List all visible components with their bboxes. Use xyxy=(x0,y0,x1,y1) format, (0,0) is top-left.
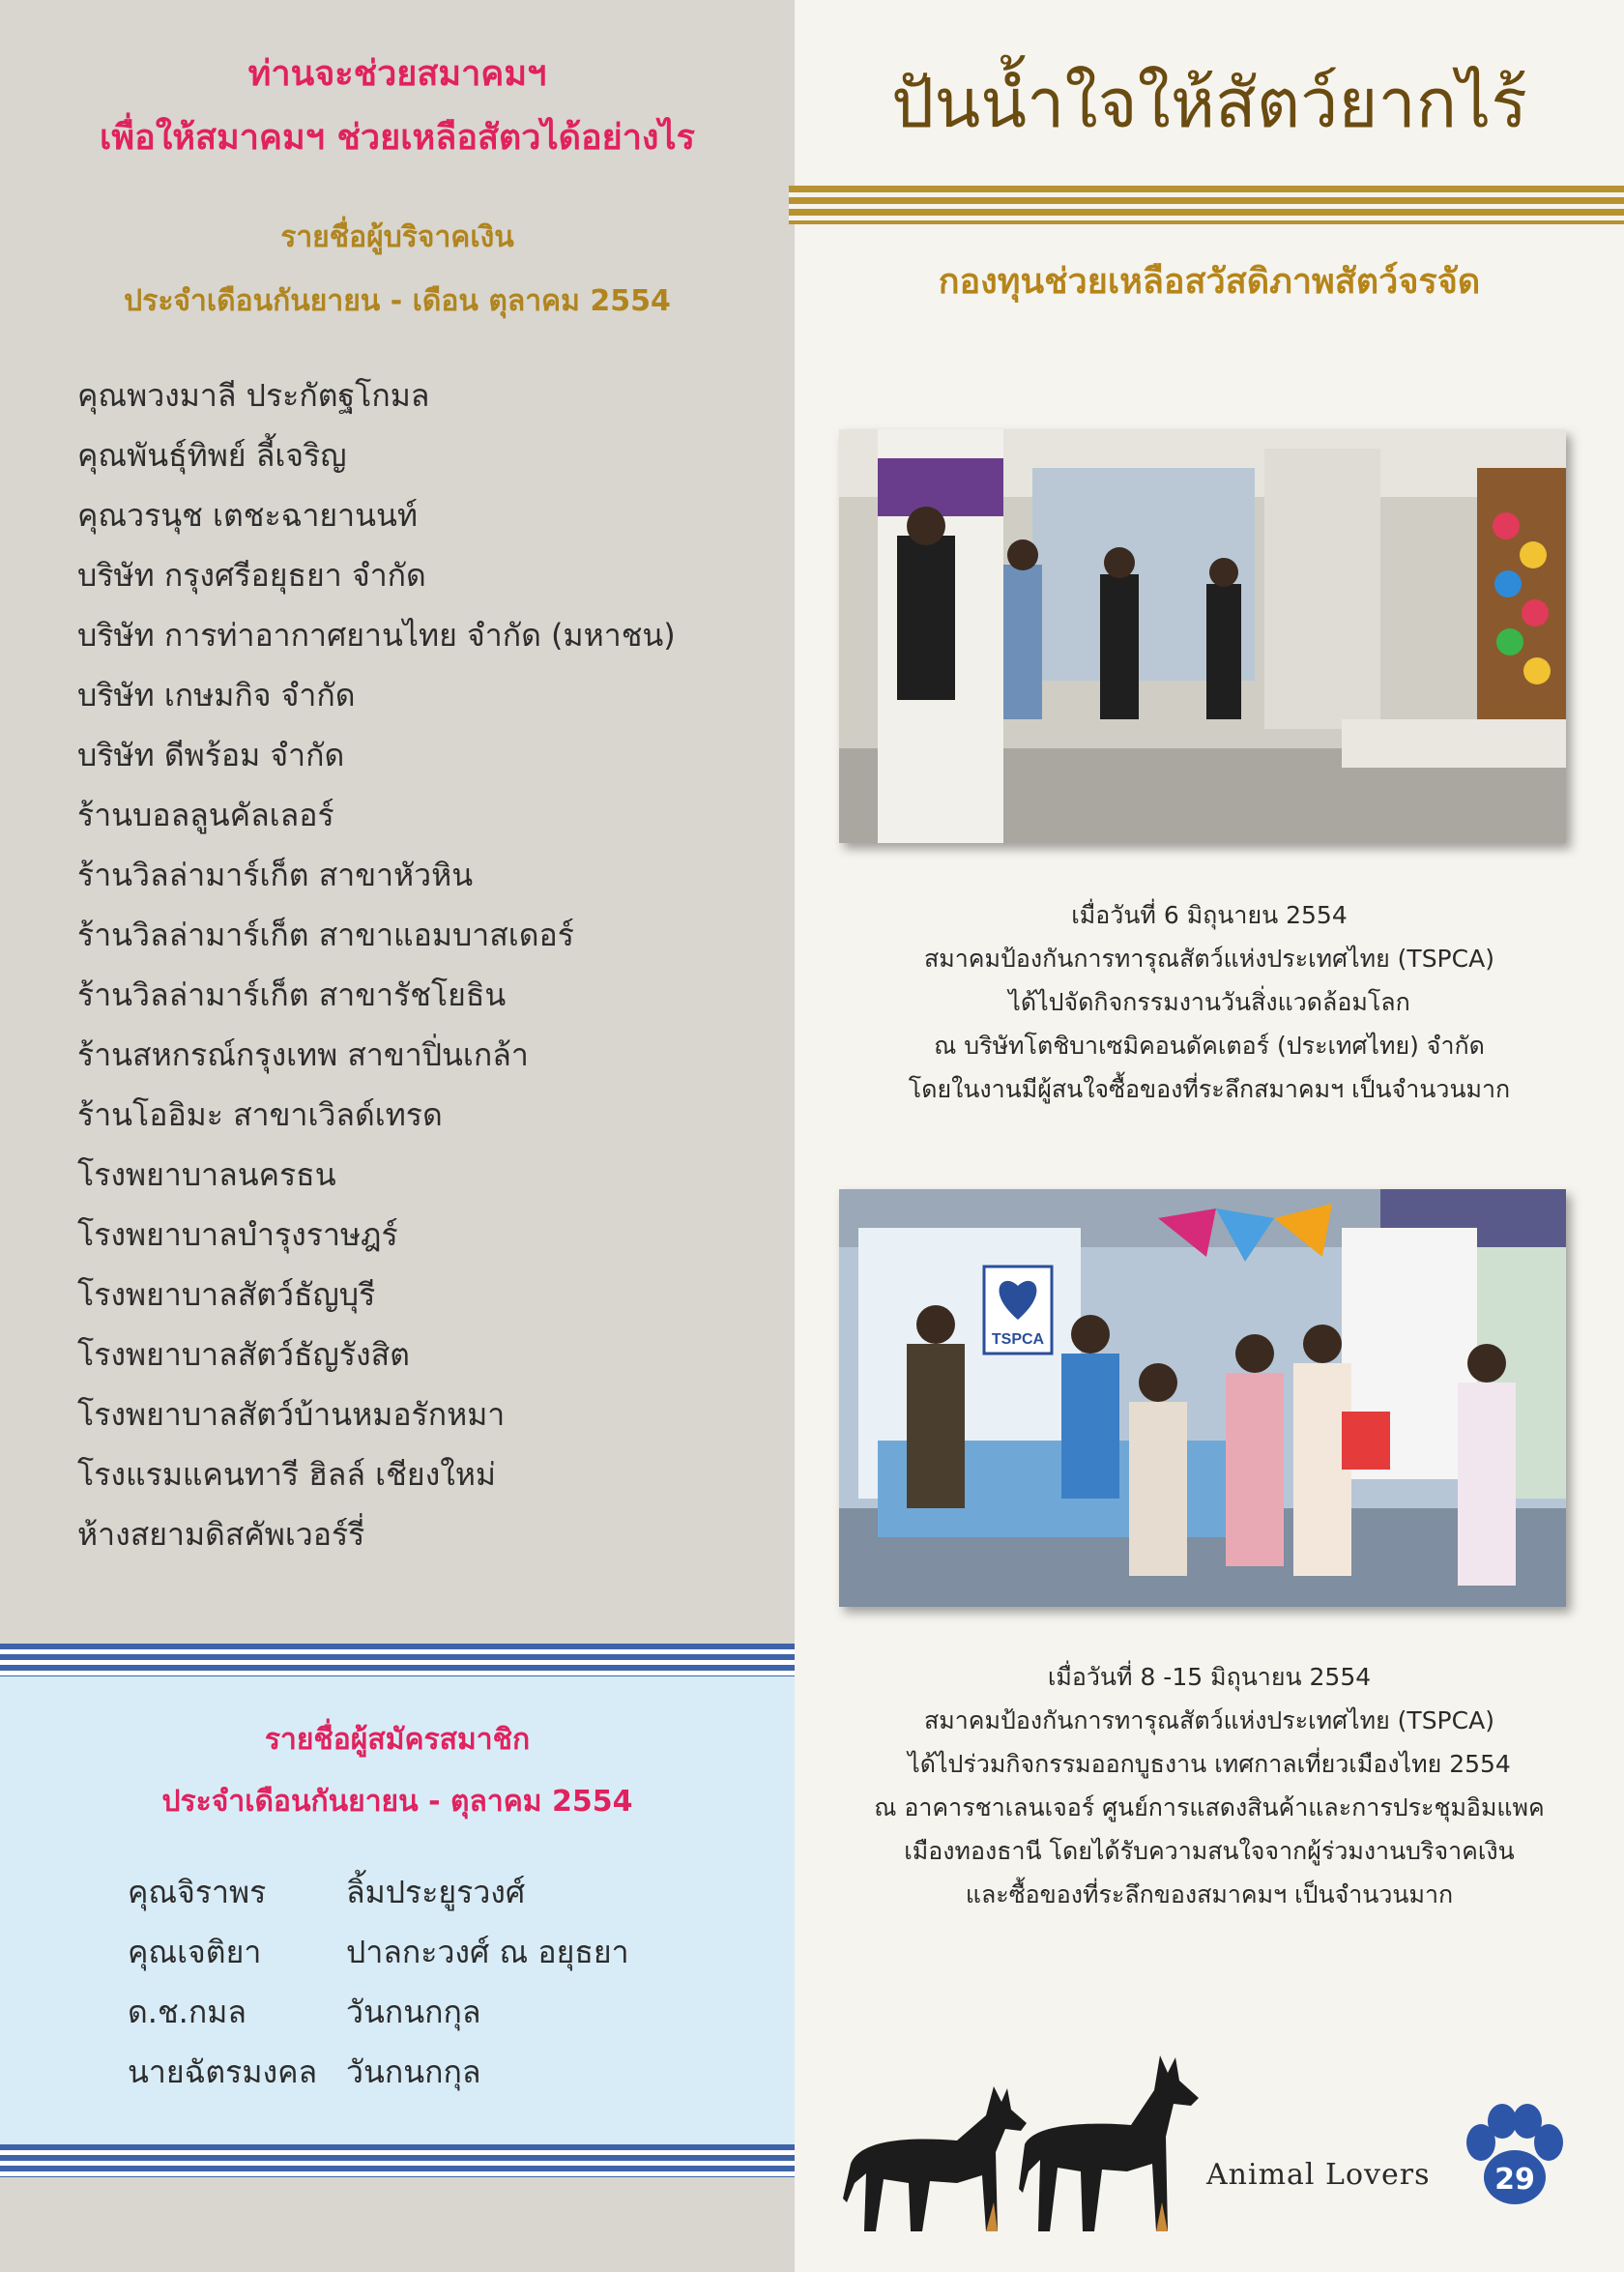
table-row xyxy=(128,1986,629,2046)
list-item: บริษัท เกษมกิจ จำกัด xyxy=(77,677,356,714)
caption-photo2 xyxy=(795,1655,1624,1916)
member-first-name: ด.ช.กมล xyxy=(128,1994,246,2030)
caption-line: ได้ไปจัดกิจกรรมงานวันสิ่งแวดล้อมโลก xyxy=(1008,988,1410,1016)
list-item: ร้านวิลล่ามาร์เก็ต สาขาแอมบาสเดอร์ xyxy=(77,917,574,953)
left-title-line1: ท่านจะช่วยสมาคมฯ xyxy=(247,54,547,94)
caption-line: ณ อาคารชาเลนเจอร์ ศูนย์การแสดงสินค้าและการประชุมอิมแพค xyxy=(874,1793,1545,1821)
caption-line: เมื่อวันที่ 6 มิถุนายน 2554 xyxy=(1071,901,1348,929)
caption-photo1 xyxy=(795,893,1624,1111)
caption-line: ณ บริษัทโตชิบาเซมิคอนดัคเตอร์ (ประเทศไทย) จำกัด xyxy=(934,1032,1485,1060)
list-item: โรงพยาบาลนครธน xyxy=(77,1156,336,1193)
list-item: บริษัท การท่าอากาศยานไทย จำกัด (มหาชน) xyxy=(77,617,676,654)
list-item: ร้านวิลล่ามาร์เก็ต สาขารัชโยธิน xyxy=(77,976,507,1013)
brand-name: Animal Lovers xyxy=(1206,2158,1431,2192)
caption-line: และซื้อของที่ระลึกของสมาคมฯ เป็นจำนวนมาก xyxy=(965,1880,1454,1908)
member-last-name: วันกนกกุล xyxy=(346,1994,481,2030)
list-item: ร้านวิลล่ามาร์เก็ต สาขาหัวหิน xyxy=(77,857,474,893)
list-item: คุณพันธุ์ทิพย์ ลี้เจริญ xyxy=(77,437,347,474)
list-item: โรงพยาบาลสัตว์ธัญบุรี xyxy=(77,1276,376,1313)
table-row xyxy=(128,1926,629,1986)
member-last-name: ลิ้มประยูรวงศ์ xyxy=(346,1874,526,1910)
list-item: โรงพยาบาลสัตว์ธัญรังสิต xyxy=(77,1336,410,1373)
list-item: บริษัท ดีพร้อม จำกัด xyxy=(77,737,345,773)
donor-list xyxy=(77,369,773,1568)
member-first-name: นายฉัตรมงคล xyxy=(128,2054,318,2090)
list-item: ร้านบอลลูนคัลเลอร์ xyxy=(77,797,334,833)
right-column xyxy=(795,0,1624,2272)
caption-line: สมาคมป้องกันการทารุณสัตว์แห่งประเทศไทย (TSPCA) xyxy=(924,945,1494,973)
list-item: ร้านสหกรณ์กรุงเทพ สาขาปิ่นเกล้า xyxy=(77,1036,529,1073)
donor-period: ประจำเดือนกันยายน - เดือน ตุลาคม 2554 xyxy=(124,284,671,318)
member-period: ประจำเดือนกันยายน - ตุลาคม 2554 xyxy=(161,1785,633,1819)
page-title: ปันน้ำใจให้สัตว์ยากไร้ xyxy=(891,64,1527,143)
donor-heading: รายชื่อผู้บริจาคเงิน xyxy=(280,220,514,254)
list-item: โรงแรมแคนทารี ฮิลล์ เชียงใหม่ xyxy=(77,1456,496,1493)
list-item: โรงพยาบาลสัตว์บ้านหมอรักหมา xyxy=(77,1396,506,1433)
member-table xyxy=(128,1866,629,2106)
paw-icon xyxy=(1460,2104,1566,2210)
member-first-name: คุณจิราพร xyxy=(128,1874,267,1910)
caption-line: โดยในงานมีผู้สนใจซื้อของที่ระลึกสมาคมฯ เป็นจำนวนมาก xyxy=(908,1075,1511,1103)
page-subtitle: กองทุนช่วยเหลือสวัสดิภาพสัตว์จรจัด xyxy=(938,262,1481,302)
caption-line: สมาคมป้องกันการทารุณสัตว์แห่งประเทศไทย (TSPCA) xyxy=(924,1706,1494,1734)
member-last-name: ปาลกะวงศ์ ณ อยุธยา xyxy=(346,1934,629,1970)
list-item: ร้านโออิมะ สาขาเวิลด์เทรด xyxy=(77,1096,443,1133)
caption-line: เมื่อวันที่ 8 -15 มิถุนายน 2554 xyxy=(1047,1663,1372,1691)
table-row xyxy=(128,1866,629,1926)
list-item: บริษัท กรุงศรีอยุธยา จำกัด xyxy=(77,557,426,594)
doberman-silhouette-icon xyxy=(841,2048,1218,2237)
gold-stripe-divider xyxy=(789,186,1624,224)
event-photo-tspca-booth xyxy=(839,1189,1566,1607)
left-title-line2: เพื่อให้สมาคมฯ ช่วยเหลือสัตวได้อย่างไร xyxy=(100,118,695,158)
member-last-name: วันกนกกุล xyxy=(346,2054,481,2090)
tspca-sign-text: TSPCA xyxy=(991,1331,1045,1348)
list-item: ห้างสยามดิสคัพเวอร์รี่ xyxy=(77,1516,365,1553)
blue-stripe-divider-top xyxy=(0,1644,795,1676)
table-row xyxy=(128,2046,629,2106)
list-item: โรงพยาบาลบำรุงราษฎร์ xyxy=(77,1216,398,1253)
member-heading: รายชื่อผู้สมัครสมาชิก xyxy=(264,1723,531,1757)
blue-stripe-divider-bottom xyxy=(0,2144,795,2177)
caption-line: เมืองทองธานี โดยได้รับความสนใจจากผู้ร่วมงานบริจาคเงิน xyxy=(904,1837,1515,1865)
list-item: คุณพวงมาลี ประกัตฐโกมล xyxy=(77,377,430,414)
list-item: คุณวรนุช เตชะฉายานนท์ xyxy=(77,497,418,534)
event-photo-world-environment-day xyxy=(839,429,1566,843)
caption-line: ได้ไปร่วมกิจกรรมออกบูธงาน เทศกาลเที่ยวเมืองไทย 2554 xyxy=(908,1750,1511,1778)
page-number: 29 xyxy=(1494,2163,1535,2197)
member-first-name: คุณเจติยา xyxy=(128,1934,262,1970)
